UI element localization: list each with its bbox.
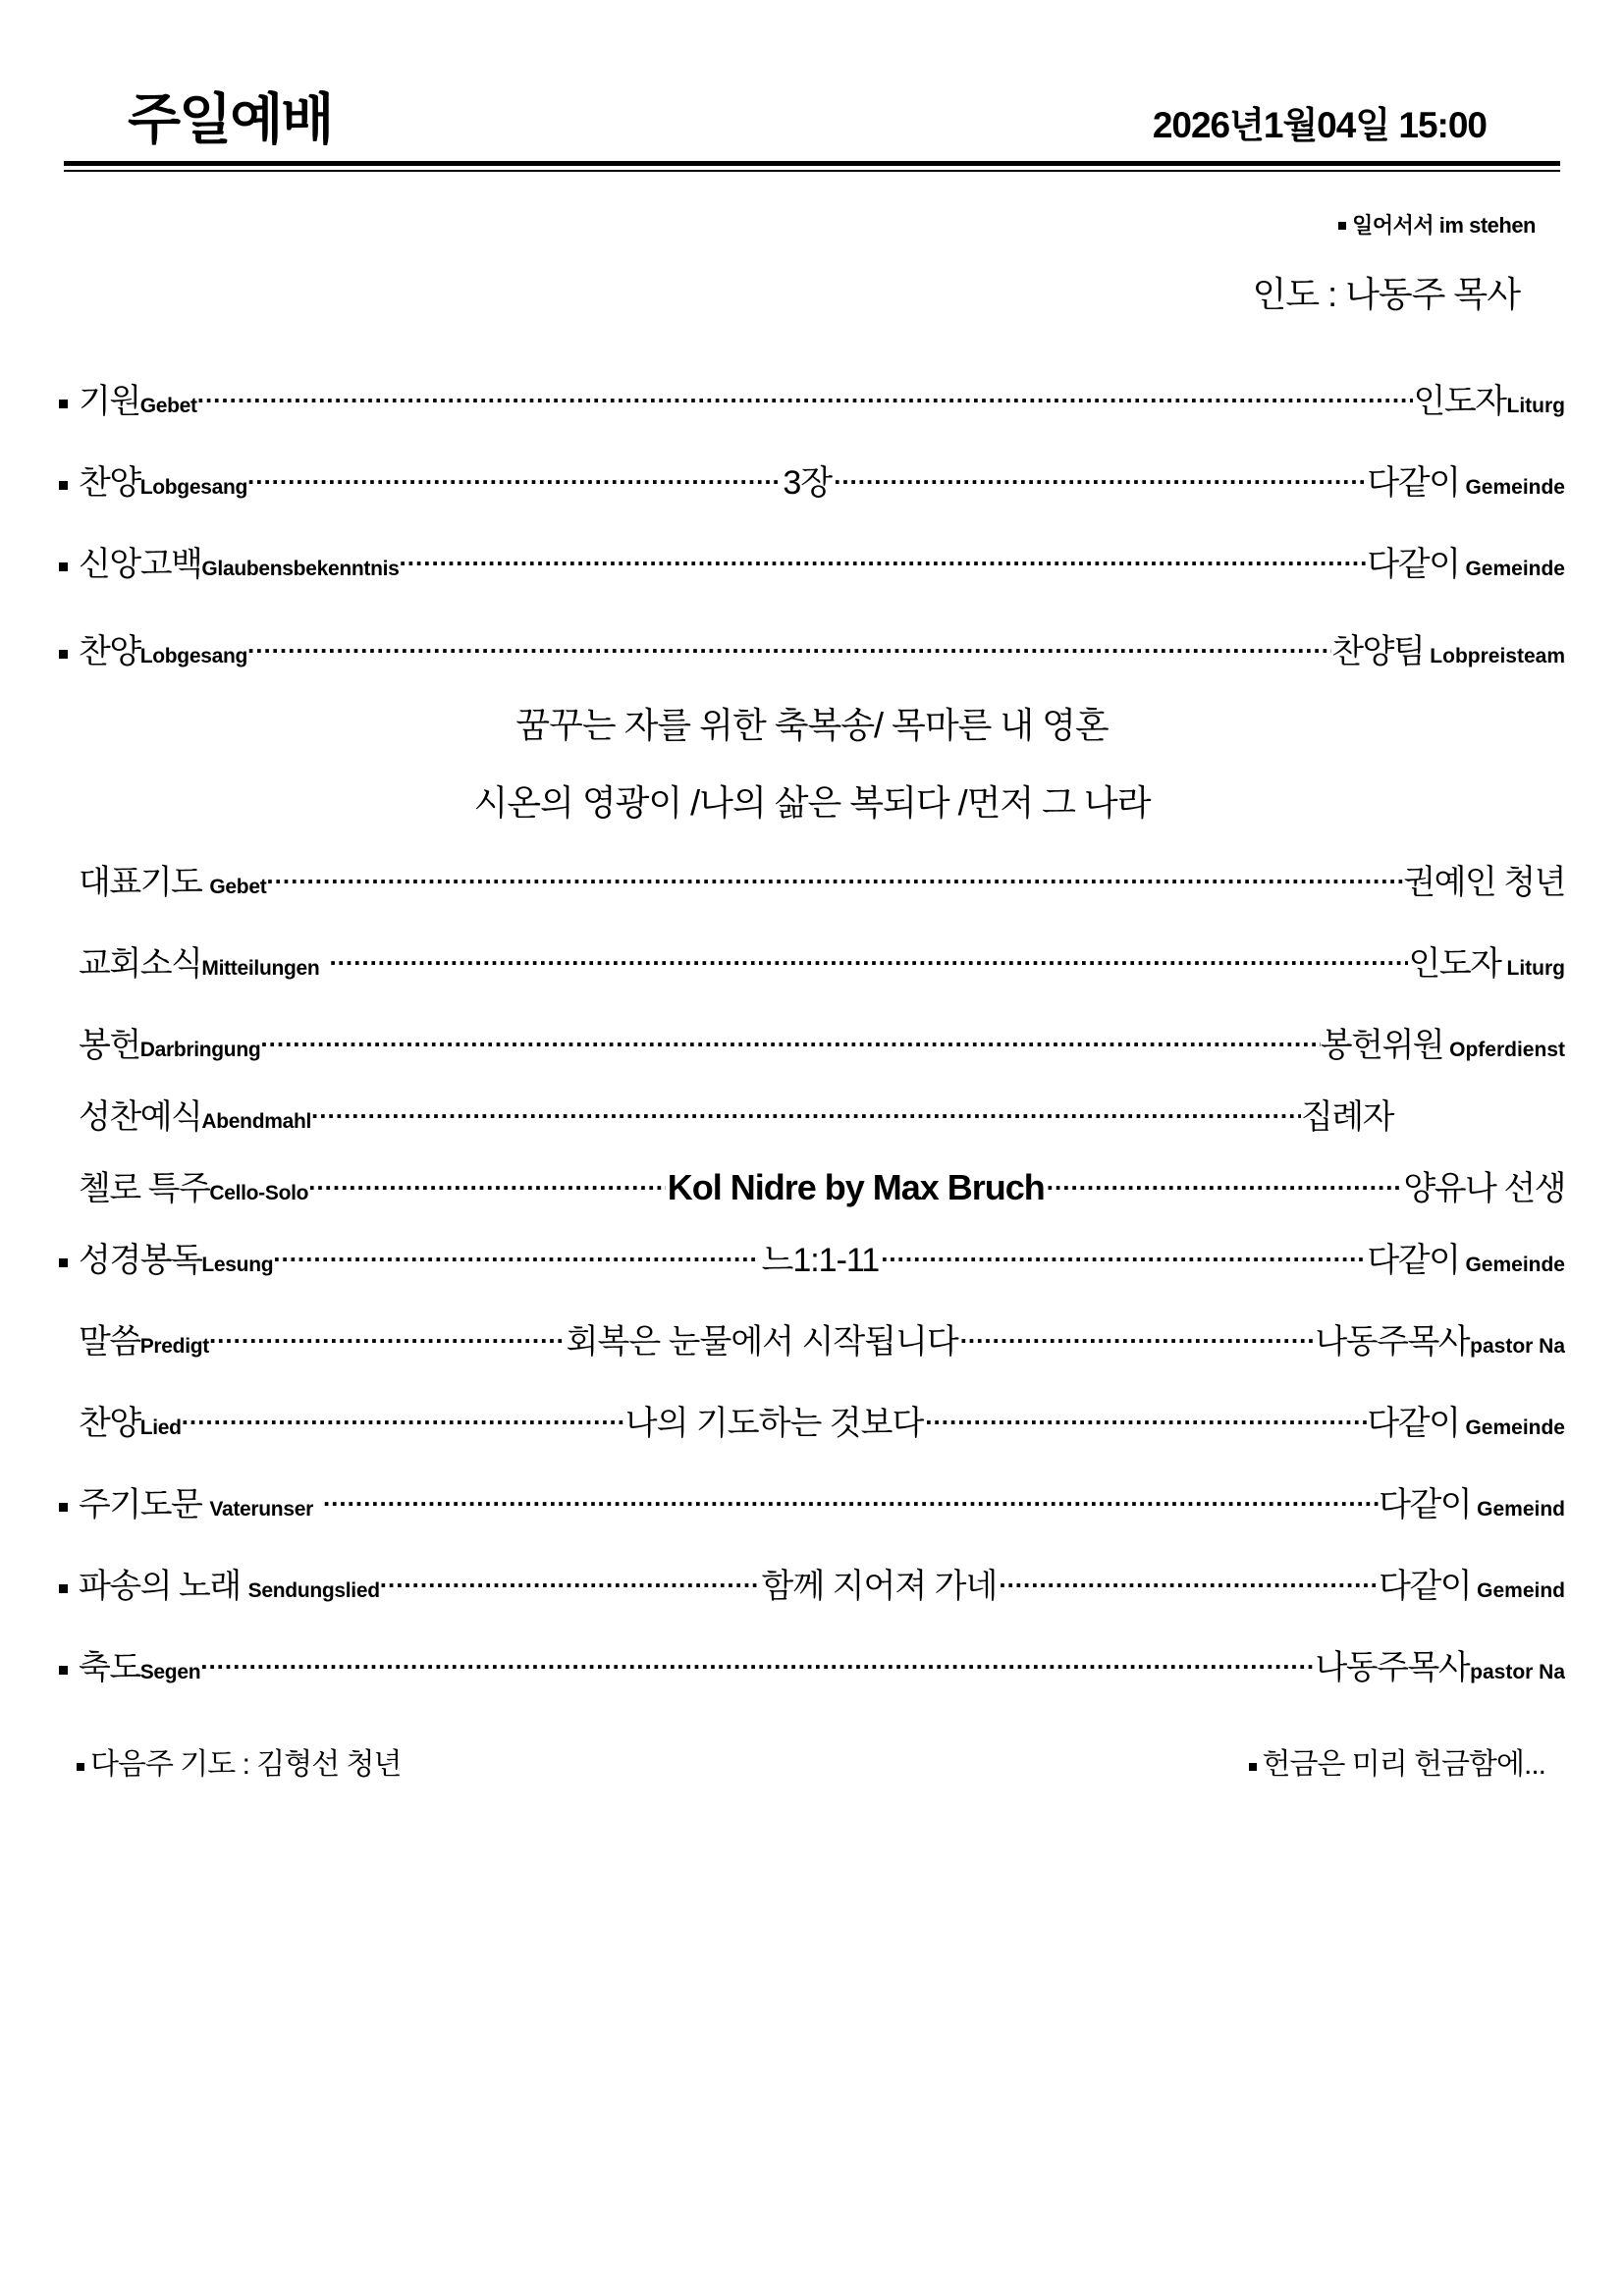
- order-item-ko: 기원: [79, 383, 140, 420]
- square-bullet-icon: [1249, 1763, 1257, 1771]
- order-item-de: Lobgesang: [139, 645, 248, 667]
- leader-dots: [266, 878, 1403, 893]
- order-item-de: Lobgesang: [139, 476, 248, 499]
- order-item-ko: 첼로 특주: [79, 1170, 210, 1207]
- order-row: [59, 1640, 1565, 1688]
- order-item-ko: 말씀: [79, 1323, 140, 1361]
- order-item-detail: 함께 지어져 가네: [761, 1568, 998, 1605]
- order-item-de: Vaterunser: [209, 1498, 313, 1521]
- next-week-prayer-note: [77, 1739, 401, 1783]
- leader-dots: [273, 1255, 759, 1271]
- order-item-de: Gebet: [139, 395, 197, 417]
- leader-dots: [209, 1337, 565, 1353]
- header-divider: [59, 161, 1565, 172]
- order-assignee-de: Gemeinde: [1465, 476, 1565, 499]
- divider-thick-line: [64, 161, 1560, 166]
- order-item-ko: 봉헌: [79, 1027, 140, 1064]
- document-header: [59, 0, 1565, 150]
- order-item-ko: 성찬예식: [79, 1098, 202, 1136]
- order-assignee-ko: 나동주목사: [1315, 1323, 1470, 1361]
- order-assignee-ko: 다같이: [1379, 1568, 1472, 1605]
- order-item-de: Glaubensbekenntnis: [201, 558, 400, 580]
- order-assignee-de: Gemeind: [1477, 1498, 1565, 1521]
- order-assignee-ko: 권예인 청년: [1403, 864, 1565, 901]
- bullet-placeholder: [59, 884, 79, 893]
- order-row: [59, 1018, 1565, 1066]
- leader-dots: [925, 1418, 1367, 1434]
- order-item-detail: 느1:1-11: [761, 1242, 880, 1279]
- bullet-placeholder: [59, 1119, 79, 1128]
- leader-dots: [182, 1418, 623, 1434]
- bullet-placeholder: [59, 1191, 79, 1200]
- bullet-placeholder: [59, 1425, 79, 1434]
- bulletin-footer: [59, 1739, 1565, 1783]
- order-item-de: Mitteilungen: [201, 957, 320, 980]
- order-item-ko: 찬양: [79, 464, 140, 502]
- square-bullet-icon: [59, 566, 79, 575]
- order-item-ko: 파송의 노래: [79, 1568, 241, 1605]
- order-assignee-ko: 다같이: [1367, 464, 1460, 502]
- order-item-de: Darbringung: [139, 1039, 261, 1061]
- service-datetime: 2026년1월04일 15:00: [1152, 105, 1487, 145]
- order-item-detail: 3장: [783, 464, 833, 502]
- order-item-ko: 성경봉독: [79, 1242, 202, 1279]
- order-row: [59, 374, 1565, 422]
- order-row: [59, 537, 1565, 585]
- leader-dots: [197, 397, 1414, 412]
- order-assignee-de: Lobpreisteam: [1430, 645, 1565, 667]
- order-item-ko: 찬양: [79, 633, 140, 670]
- service-leader: 인도 : 나동주 목사: [1252, 274, 1520, 314]
- order-assignee-de: Gemeinde: [1465, 558, 1565, 580]
- order-of-service-part1: [59, 374, 1565, 672]
- song-line: 꿈꾸는 자를 위한 축복송/ 목마른 내 영혼: [515, 705, 1109, 745]
- order-assignee-ko: 봉헌위원: [1320, 1027, 1444, 1064]
- order-row: [59, 1559, 1565, 1607]
- square-bullet-icon: [59, 1262, 79, 1271]
- order-item-ko: 주기도문: [79, 1486, 202, 1523]
- order-row: [59, 1477, 1565, 1525]
- page-title: 주일예배: [128, 88, 333, 150]
- order-item-de: Lesung: [201, 1254, 274, 1276]
- order-assignee-de: Liturg: [1506, 957, 1565, 980]
- next-week-prayer-text: 다음주 기도 : 김형선 청년: [90, 1748, 402, 1781]
- order-item-de: Gebet: [209, 876, 267, 898]
- subheader: [59, 209, 1565, 317]
- square-bullet-icon: [59, 654, 79, 663]
- order-assignee-de: pastor Na: [1470, 1335, 1565, 1358]
- order-assignee-de: Liturg: [1506, 395, 1565, 417]
- square-bullet-icon: [59, 485, 79, 494]
- order-assignee-ko: 다같이: [1367, 1405, 1460, 1442]
- bullet-placeholder: [59, 1344, 79, 1353]
- order-row: [59, 1314, 1565, 1362]
- order-item-de: Sendungslied: [247, 1579, 380, 1602]
- order-item-ko: 찬양: [79, 1405, 140, 1442]
- order-row: [59, 936, 1565, 985]
- standing-instruction-ko: 일어서서: [1352, 213, 1435, 238]
- order-assignee-ko: 다같이: [1367, 1242, 1460, 1279]
- order-assignee-ko: 집례자: [1300, 1098, 1393, 1136]
- bullet-placeholder: [59, 1047, 79, 1056]
- song-line: 시온의 영광이 /나의 삶은 복되다 /먼저 그 나라: [473, 782, 1151, 823]
- standing-instruction: [59, 209, 1536, 240]
- divider-thin-line: [64, 170, 1560, 172]
- order-assignee-ko: 인도자: [1413, 383, 1506, 420]
- order-item-detail: 나의 기도하는 것보다: [624, 1405, 924, 1442]
- order-assignee-de: Gemeind: [1477, 1579, 1565, 1602]
- order-item-ko: 대표기도: [79, 864, 202, 901]
- leader-dots: [311, 1112, 1301, 1128]
- leader-dots: [881, 1255, 1367, 1271]
- square-bullet-icon: [59, 1588, 79, 1597]
- order-item-detail: Kol Nidre by Max Bruch: [667, 1167, 1045, 1207]
- order-of-service-part2: [59, 855, 1565, 1688]
- order-row: [59, 624, 1565, 672]
- order-item-detail: 회복은 눈물에서 시작됩니다: [566, 1323, 958, 1361]
- order-row: [59, 455, 1565, 504]
- order-assignee-ko: 나동주목사: [1315, 1649, 1470, 1686]
- order-assignee-ko: 다같이: [1367, 546, 1460, 583]
- order-item-de: Predigt: [139, 1335, 209, 1358]
- leader-dots: [247, 478, 781, 494]
- leader-dots: [323, 1500, 1379, 1516]
- order-item-ko: 교회소식: [79, 945, 202, 983]
- leader-dots: [400, 560, 1368, 575]
- order-item-ko: 신앙고백: [79, 546, 202, 583]
- offering-note: [1249, 1739, 1546, 1783]
- order-row: [59, 1161, 1565, 1209]
- order-assignee-de: Gemeinde: [1465, 1416, 1565, 1439]
- leader-dots: [247, 647, 1331, 663]
- order-item-de: Cello-Solo: [209, 1182, 309, 1204]
- leader-dots: [260, 1041, 1320, 1056]
- order-assignee-de: Gemeinde: [1465, 1254, 1565, 1276]
- order-assignee-ko: 다같이: [1379, 1486, 1472, 1523]
- leader-dots: [960, 1337, 1316, 1353]
- leader-dots: [380, 1581, 760, 1597]
- leader-dots: [999, 1581, 1379, 1597]
- order-row: [59, 855, 1565, 903]
- leader-dots: [308, 1184, 666, 1200]
- order-assignee-ko: 인도자: [1408, 945, 1501, 983]
- square-bullet-icon: [1338, 222, 1346, 230]
- order-item-de: Lied: [139, 1416, 182, 1439]
- square-bullet-icon: [59, 1507, 79, 1516]
- order-assignee-de: pastor Na: [1470, 1661, 1565, 1683]
- square-bullet-icon: [59, 403, 79, 412]
- order-assignee-ko: 찬양팀: [1331, 633, 1425, 670]
- order-item-ko: 축도: [79, 1649, 140, 1686]
- offering-note-text: 헌금은 미리 헌금함에...: [1262, 1748, 1545, 1781]
- order-item-de: Abendmahl: [201, 1110, 312, 1133]
- leader-dots: [834, 478, 1367, 494]
- bullet-placeholder: [59, 966, 79, 975]
- leader-dots: [329, 959, 1408, 975]
- square-bullet-icon: [59, 1670, 79, 1679]
- leader-dots: [1047, 1184, 1404, 1200]
- order-row: [59, 1396, 1565, 1444]
- order-assignee-de: Opferdienst: [1449, 1039, 1565, 1061]
- order-row: [59, 1233, 1565, 1281]
- order-item-de: Segen: [139, 1661, 201, 1683]
- leader-dots: [200, 1663, 1315, 1679]
- square-bullet-icon: [77, 1763, 84, 1771]
- order-assignee-ko: 양유나 선생: [1403, 1170, 1565, 1207]
- praise-song-list: [59, 698, 1565, 826]
- order-row: [59, 1090, 1565, 1138]
- standing-instruction-de: im stehen: [1438, 213, 1536, 238]
